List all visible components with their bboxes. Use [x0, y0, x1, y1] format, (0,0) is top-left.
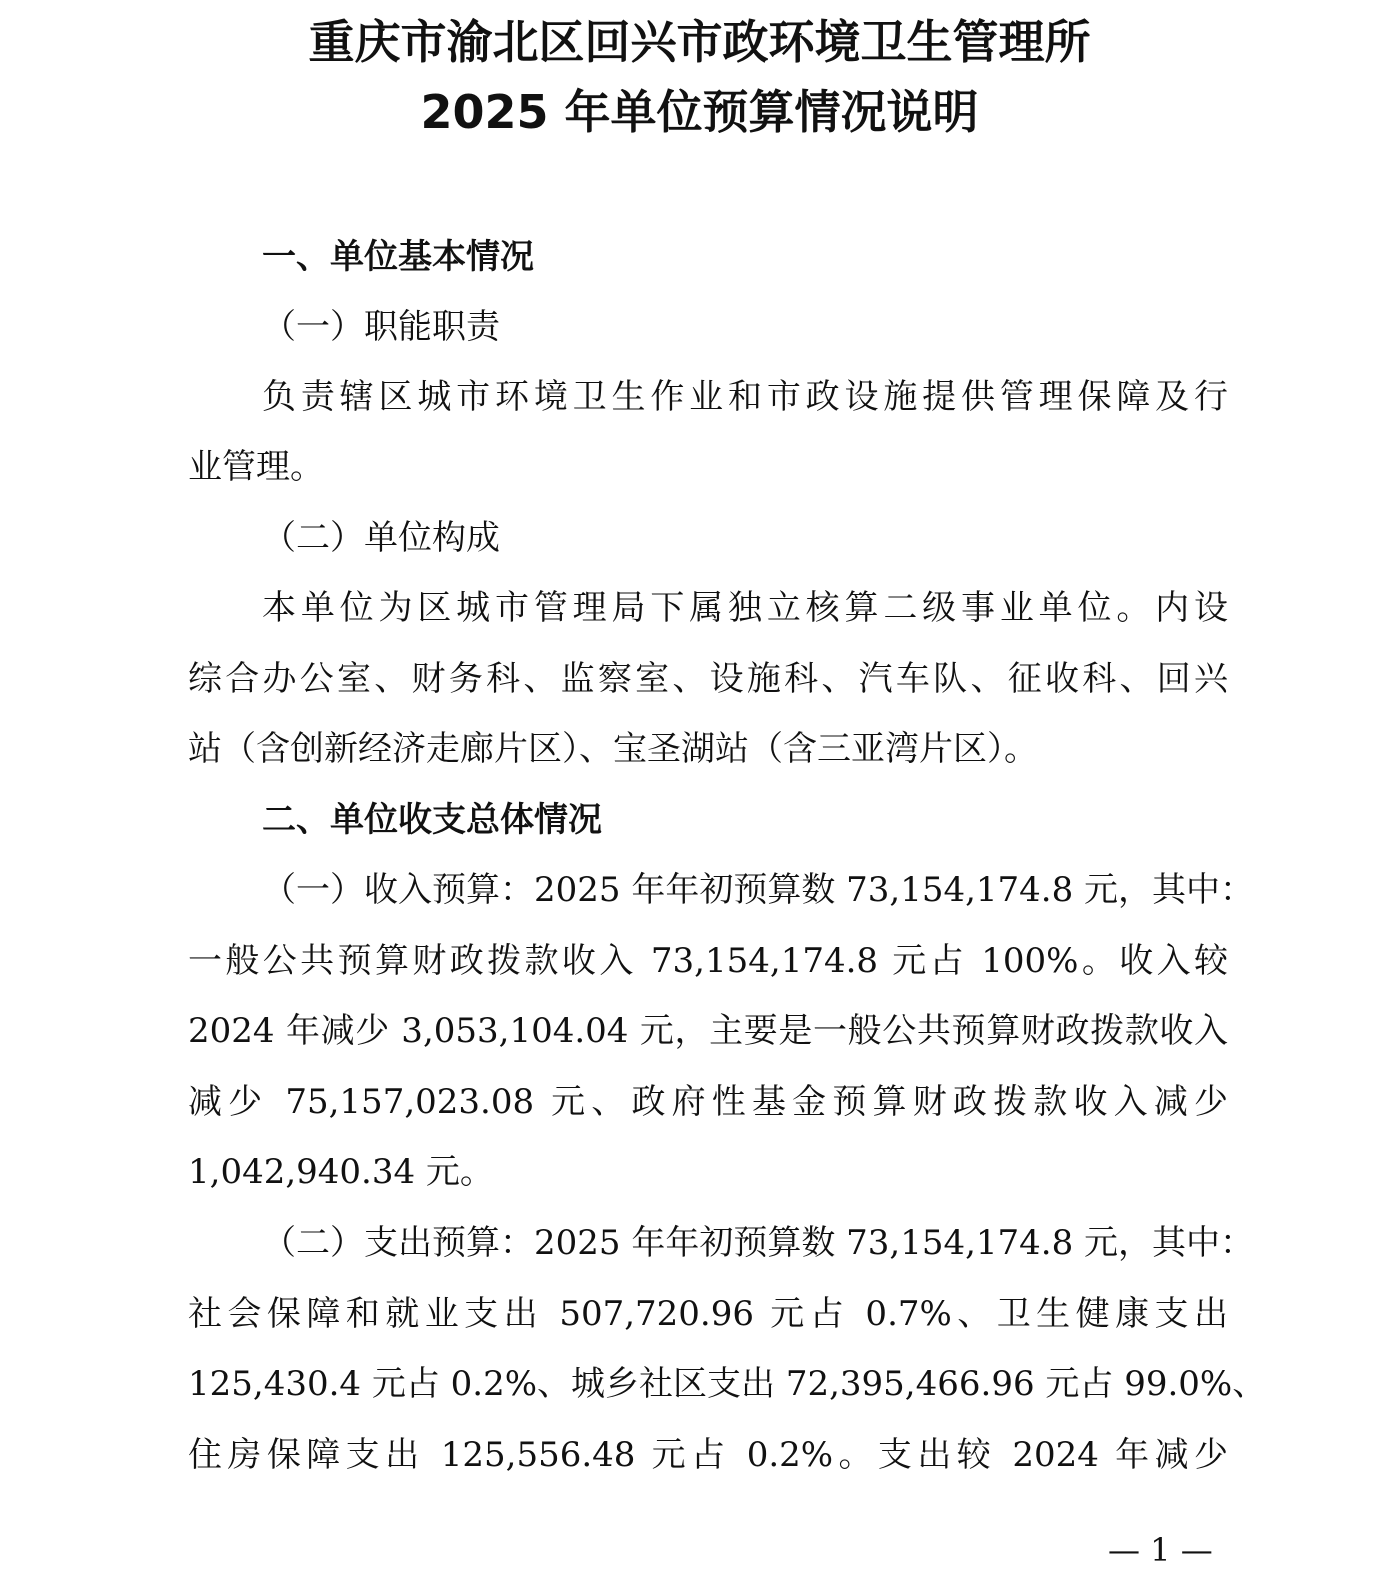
paragraph-line: 社会保障和就业支出 507,720.96 元占 0.7%、卫生健康支出: [188, 1294, 1228, 1334]
paragraph-line: 2024 年减少 3,053,104.04 元，主要是一般公共预算财政拨款收入: [188, 1011, 1228, 1051]
section-1-sub2-heading: （二）单位构成: [262, 518, 500, 558]
paragraph-line: 住房保障支出 125,556.48 元占 0.2%。支出较 2024 年减少: [188, 1435, 1228, 1475]
section-1-heading: 一、单位基本情况: [262, 237, 534, 277]
paragraph-line: 站（含创新经济走廊片区）、宝圣湖站（含三亚湾片区）。: [188, 729, 1038, 769]
paragraph-line: 一般公共预算财政拨款收入 73,154,174.8 元占 100%。收入较: [188, 941, 1228, 981]
section-2-heading: 二、单位收支总体情况: [262, 800, 602, 840]
page-number: — 1 —: [1108, 1531, 1213, 1569]
section-1-sub1-heading: （一）职能职责: [262, 307, 500, 347]
paragraph-line: 本单位为区城市管理局下属独立核算二级事业单位。内设: [262, 588, 1228, 628]
paragraph-line: （二）支出预算：2025 年年初预算数 73,154,174.8 元，其中：: [262, 1223, 1255, 1263]
document-title-line1: 重庆市渝北区回兴市政环境卫生管理所: [308, 15, 1091, 69]
paragraph-line: 125,430.4 元占 0.2%、城乡社区支出 72,395,466.96 元占 99.0%、: [188, 1364, 1267, 1404]
paragraph-line: 业管理。: [188, 447, 324, 487]
document-title-line2: 2025 年单位预算情况说明: [420, 85, 979, 139]
paragraph-line: （一）收入预算：2025 年年初预算数 73,154,174.8 元，其中：: [262, 870, 1255, 910]
paragraph-line: 负责辖区城市环境卫生作业和市政设施提供管理保障及行: [262, 377, 1228, 417]
paragraph-line: 综合办公室、财务科、监察室、设施科、汽车队、征收科、回兴: [188, 659, 1228, 699]
paragraph-line: 1,042,940.34 元。: [188, 1152, 494, 1192]
paragraph-line: 减少 75,157,023.08 元、政府性基金预算财政拨款收入减少: [188, 1082, 1228, 1122]
